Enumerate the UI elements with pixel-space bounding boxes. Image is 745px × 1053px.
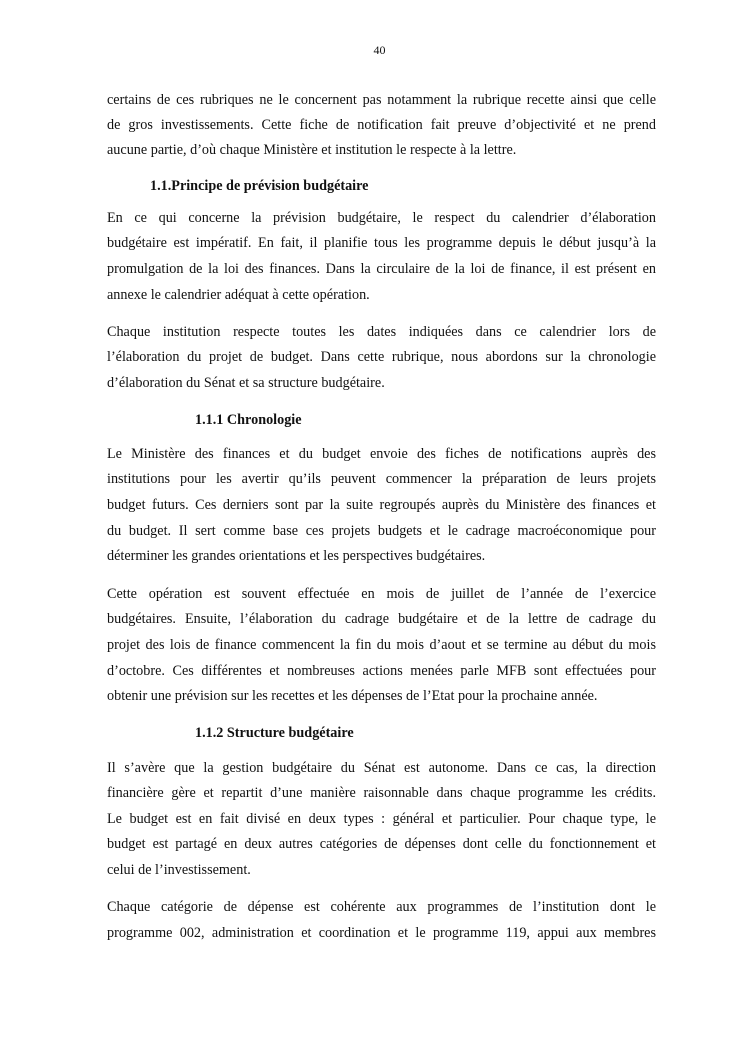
- paragraph-line: d’octobre. Ces différentes et nombreuses actions menées parle MFB sont effectuées pour: [107, 663, 656, 679]
- paragraph-line: de gros investissements. Cette fiche de notification fait preuve d’objectivité et ne prend: [107, 117, 656, 133]
- paragraph-line: du budget. Il sert comme base ces projets budgets et le cadrage macroéconomique pour: [107, 523, 656, 539]
- paragraph-line: Le budget est en fait divisé en deux types : général et particulier. Pour chaque type, le: [107, 811, 656, 827]
- paragraph-line: d’élaboration du Sénat et sa structure budgétaire.: [107, 375, 385, 391]
- section-heading: 1.1.1 Chronologie: [195, 412, 302, 428]
- paragraph-line: Le Ministère des finances et du budget envoie des fiches de notifications auprès des: [107, 446, 656, 462]
- paragraph-line: l’élaboration du projet de budget. Dans cette rubrique, nous abordons sur la chronologie: [107, 349, 656, 365]
- paragraph-line: budgétaire est impératif. En fait, il planifie tous les programme depuis le début jusqu’à la: [107, 235, 656, 251]
- section-heading: 1.1.Principe de prévision budgétaire: [150, 178, 369, 194]
- paragraph-line: projet des lois de finance commencent la fin du mois d’aout et se termine au début du mois: [107, 637, 656, 653]
- paragraph-line: Chaque catégorie de dépense est cohérente aux programmes de l’institution dont le: [107, 899, 656, 915]
- paragraph-line: budget futurs. Ces derniers sont par la suite regroupés auprès du Ministère des finances et: [107, 497, 656, 513]
- paragraph-line: institutions pour les avertir qu’ils peuvent commencer la préparation de leurs projets: [107, 471, 656, 487]
- paragraph-line: budgétaires. Ensuite, l’élaboration du cadrage budgétaire et de la lettre de cadrage du: [107, 611, 656, 627]
- paragraph-line: budget est partagé en deux autres catégories de dépenses dont celle du fonctionnement et: [107, 836, 656, 852]
- page-number: 40: [373, 43, 386, 57]
- paragraph-line: financière gère et repartit d’une manière raisonnable dans chaque programme les crédits.: [107, 785, 656, 801]
- paragraph-line: certains de ces rubriques ne le concernent pas notamment la rubrique recette ainsi que celle: [107, 92, 656, 108]
- paragraph-line: Cette opération est souvent effectuée en mois de juillet de l’année de l’exercice: [107, 586, 656, 602]
- paragraph-line: Il s’avère que la gestion budgétaire du Sénat est autonome. Dans ce cas, la direction: [107, 760, 656, 776]
- paragraph-line: programme 002, administration et coordination et le programme 119, appui aux membres: [107, 925, 656, 941]
- paragraph-line: aucune partie, d’où chaque Ministère et institution le respecte à la lettre.: [107, 142, 517, 158]
- paragraph-line: déterminer les grandes orientations et les perspectives budgétaires.: [107, 548, 486, 564]
- paragraph-line: annexe le calendrier adéquat à cette opération.: [107, 287, 370, 303]
- paragraph-line: celui de l’investissement.: [107, 862, 251, 878]
- paragraph-line: En ce qui concerne la prévision budgétaire, le respect du calendrier d’élaboration: [107, 210, 656, 226]
- paragraph-line: promulgation de la loi des finances. Dans la circulaire de la loi de finance, il est présent en: [107, 261, 656, 277]
- paragraph-line: Chaque institution respecte toutes les dates indiquées dans ce calendrier lors de: [107, 324, 656, 340]
- paragraph-line: obtenir une prévision sur les recettes et les dépenses de l’Etat pour la prochaine année.: [107, 688, 598, 704]
- section-heading: 1.1.2 Structure budgétaire: [195, 725, 354, 741]
